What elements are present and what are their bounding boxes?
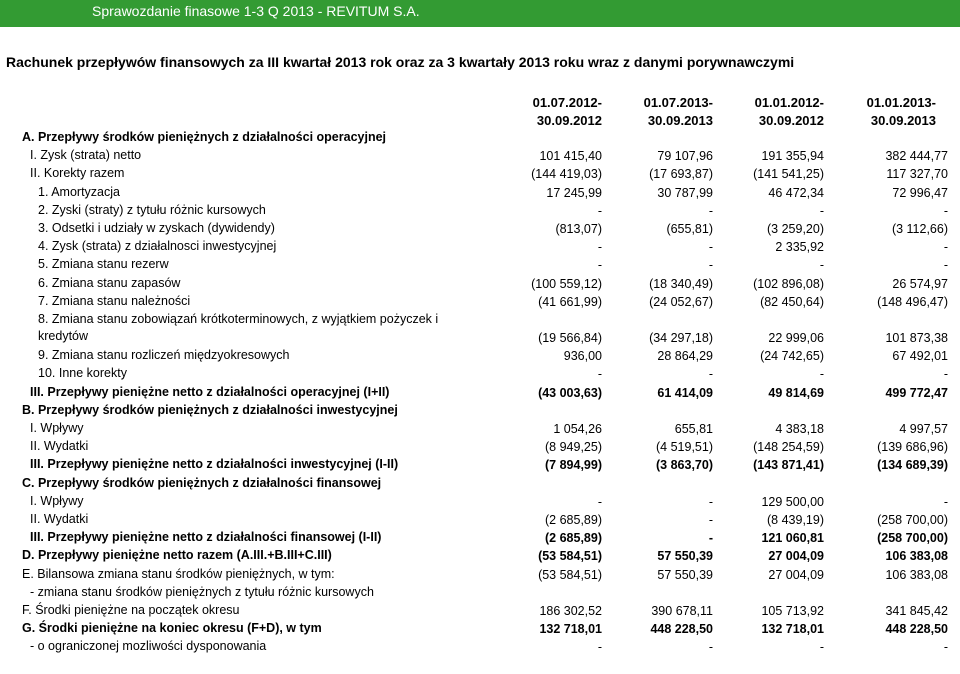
row-label: I. Wpływy — [30, 421, 84, 436]
column-header-2: 01.07.2013- 30.09.2013 — [643, 95, 713, 128]
row-value-col2: (24 052,67) — [649, 294, 713, 309]
row-label: I. Wpływy — [30, 493, 84, 508]
row-label: B. Przepływy środków pieniężnych z działalności inwestycyjnej — [22, 402, 398, 417]
table-row — [0, 510, 960, 528]
row-value-col2: 57 550,39 — [657, 567, 713, 582]
row-value-col3: (143 871,41) — [753, 458, 824, 473]
row-value-col3: 4 383,18 — [775, 422, 824, 437]
row-value-col1: (43 003,63) — [538, 385, 602, 400]
table-row — [0, 128, 960, 146]
table-row — [0, 437, 960, 455]
row-value-col2: 57 550,39 — [657, 549, 713, 564]
table-row — [0, 401, 960, 419]
row-label: E. Bilansowa zmiana stanu środków pieniężnych, w tym: — [22, 566, 335, 581]
table-row — [0, 219, 960, 237]
row-value-col4: (148 496,47) — [877, 294, 948, 309]
cash-flow-table — [0, 128, 960, 655]
table-row — [0, 346, 960, 364]
row-value-col1: 186 302,52 — [539, 603, 602, 618]
row-value-col4: 26 574,97 — [892, 276, 948, 291]
row-label: D. Przepływy pieniężne netto razem (A.III.+B.III+C.III) — [22, 548, 332, 563]
row-value-col1: (813,07) — [555, 221, 602, 236]
row-value-col4: 499 772,47 — [885, 385, 948, 400]
table-row — [0, 255, 960, 273]
row-value-col2: 61 414,09 — [657, 385, 713, 400]
table-row — [0, 474, 960, 492]
row-label: - o ograniczonej mozliwości dysponowania — [30, 639, 267, 654]
table-row — [0, 528, 960, 546]
row-value-col1: 936,00 — [563, 349, 602, 364]
row-value-col1: (100 559,12) — [531, 276, 602, 291]
row-value-col4: - — [943, 640, 948, 655]
row-value-col4: - — [943, 367, 948, 382]
document-title: Rachunek przepływów finansowych za III kwartał 2013 rok oraz za 3 kwartały 2013 roku wraz z danymi porywnawczymi — [6, 54, 795, 70]
row-value-col3: 46 472,34 — [768, 185, 824, 200]
row-value-col2: (3 863,70) — [656, 458, 713, 473]
row-value-col4: (258 700,00) — [877, 531, 948, 546]
row-value-col1: - — [597, 494, 602, 509]
row-value-col2: - — [708, 494, 713, 509]
table-row — [0, 201, 960, 219]
row-label: III. Przepływy pieniężne netto z działalności finansowej (I-II) — [30, 530, 382, 545]
row-label: 9. Zmiana stanu rozliczeń międzyokresowych — [38, 348, 290, 363]
header-bar — [0, 0, 960, 27]
row-value-col1: - — [597, 640, 602, 655]
row-value-col4: (3 112,66) — [891, 221, 948, 236]
row-value-col2: (17 693,87) — [649, 167, 713, 182]
row-value-col2: (34 297,18) — [649, 330, 713, 345]
row-value-col1: (144 419,03) — [531, 167, 602, 182]
row-value-col2: - — [708, 258, 713, 273]
row-value-col2: 30 787,99 — [657, 185, 713, 200]
row-value-col3: 27 004,09 — [768, 567, 824, 582]
row-value-col1: (7 894,99) — [545, 458, 602, 473]
row-value-col1: (41 661,99) — [538, 294, 602, 309]
row-label: 4. Zysk (strata) z działalnosci inwestycyjnej — [38, 239, 277, 254]
row-value-col3: - — [819, 640, 824, 655]
row-value-col4: 106 383,08 — [885, 549, 948, 564]
table-row — [0, 274, 960, 292]
row-value-col1: (2 685,89) — [545, 512, 602, 527]
table-row — [0, 583, 960, 601]
table-row — [0, 637, 960, 655]
table-row — [0, 183, 960, 201]
table-row — [0, 310, 960, 346]
row-label: II. Wydatki — [30, 439, 89, 454]
table-row — [0, 237, 960, 255]
row-label: 10. Inne korekty — [38, 366, 127, 381]
row-label: F. Środki pieniężne na początek okresu — [22, 602, 240, 617]
row-value-col4: 4 997,57 — [899, 422, 948, 437]
header-title: Sprawozdanie finasowe 1-3 Q 2013 - REVITUM S.A. — [92, 3, 420, 19]
table-row — [0, 492, 960, 510]
table-row — [0, 292, 960, 310]
table-row — [0, 419, 960, 437]
row-value-col4: 341 845,42 — [885, 603, 948, 618]
table-row — [0, 546, 960, 564]
table-row — [0, 565, 960, 583]
row-value-col4: 67 492,01 — [892, 349, 948, 364]
row-value-col3: (148 254,59) — [753, 440, 824, 455]
row-value-col2: - — [708, 531, 713, 546]
row-label: 7. Zmiana stanu należności — [38, 293, 191, 308]
row-value-col4: 101 873,38 — [885, 330, 948, 345]
row-value-col4: (258 700,00) — [877, 512, 948, 527]
row-value-col1: - — [597, 258, 602, 273]
row-label: II. Wydatki — [30, 511, 89, 526]
row-label: III. Przepływy pieniężne netto z działalności operacyjnej (I+II) — [30, 384, 390, 399]
row-value-col2: 390 678,11 — [651, 603, 713, 618]
row-value-col3: 132 718,01 — [761, 622, 824, 637]
row-value-col4: 72 996,47 — [892, 185, 948, 200]
row-value-col4: 117 327,70 — [886, 167, 948, 182]
row-label: III. Przepływy pieniężne netto z działalności inwestycyjnej (I-II) — [30, 457, 399, 472]
row-value-col2: 79 107,96 — [657, 149, 713, 164]
row-value-col1: - — [597, 203, 602, 218]
row-label: C. Przepływy środków pieniężnych z działalności finansowej — [22, 475, 382, 490]
row-value-col1: (8 949,25) — [545, 440, 602, 455]
row-label: 6. Zmiana stanu zapasów — [38, 275, 181, 290]
column-header-1: 01.07.2012- 30.09.2012 — [532, 95, 602, 128]
row-value-col2: 655,81 — [674, 422, 713, 437]
row-value-col4: 448 228,50 — [885, 622, 948, 637]
row-label: - zmiana stanu środków pieniężnych z tytułu różnic kursowych — [30, 584, 374, 599]
row-value-col4: - — [943, 494, 948, 509]
row-value-col1: (2 685,89) — [545, 531, 602, 546]
row-value-col1: 101 415,40 — [539, 149, 602, 164]
row-value-col2: 28 864,29 — [657, 349, 713, 364]
row-value-col2: (18 340,49) — [649, 276, 713, 291]
row-value-col3: (3 259,20) — [767, 221, 824, 236]
row-value-col2: 448 228,50 — [650, 622, 713, 637]
row-value-col3: 129 500,00 — [761, 494, 824, 509]
row-value-col3: - — [819, 258, 824, 273]
row-value-col1: (19 566,84) — [538, 330, 602, 345]
row-value-col2: (4 519,51) — [656, 440, 713, 455]
column-header-3: 01.01.2012- 30.09.2012 — [754, 95, 824, 128]
row-value-col3: - — [819, 203, 824, 218]
row-value-col4: - — [943, 258, 948, 273]
row-label: G. Środki pieniężne na koniec okresu (F+D), w tym — [22, 621, 322, 636]
row-value-col4: 382 444,77 — [885, 149, 948, 164]
table-row — [0, 601, 960, 619]
row-value-col4: (139 686,96) — [877, 440, 948, 455]
row-value-col3: 22 999,06 — [768, 330, 824, 345]
row-value-col1: - — [597, 240, 602, 255]
row-label: 8. Zmiana stanu zobowiązań krótkoterminowych, z wyjątkiem pożyczek i kredytów — [38, 311, 439, 343]
row-label: 5. Zmiana stanu rezerw — [38, 257, 169, 272]
row-value-col3: (8 439,19) — [767, 512, 824, 527]
row-value-col3: (102 896,08) — [753, 276, 824, 291]
row-value-col3: 191 355,94 — [761, 149, 824, 164]
row-value-col3: 49 814,69 — [768, 385, 824, 400]
column-header-4: 01.01.2013- 30.09.2013 — [866, 95, 936, 128]
row-value-col2: - — [708, 640, 713, 655]
row-label: 3. Odsetki i udziały w zyskach (dywidendy) — [38, 220, 275, 235]
row-value-col2: - — [708, 203, 713, 218]
row-value-col1: 132 718,01 — [539, 622, 602, 637]
table-row — [0, 619, 960, 637]
row-value-col4: - — [943, 203, 948, 218]
row-value-col3: 105 713,92 — [761, 603, 824, 618]
table-row — [0, 164, 960, 182]
table-row — [0, 364, 960, 382]
row-value-col1: 1 054,26 — [553, 422, 602, 437]
row-value-col3: (141 541,25) — [753, 167, 824, 182]
table-row — [0, 146, 960, 164]
row-label: 2. Zyski (straty) z tytułu różnic kursowych — [38, 202, 266, 217]
row-value-col1: (53 584,51) — [538, 567, 602, 582]
row-value-col1: (53 584,51) — [538, 549, 602, 564]
row-label: II. Korekty razem — [30, 166, 125, 181]
row-value-col3: 27 004,09 — [768, 549, 824, 564]
row-label: A. Przepływy środków pieniężnych z działalności operacyjnej — [22, 130, 387, 144]
row-value-col1: 17 245,99 — [546, 185, 602, 200]
row-value-col3: - — [819, 367, 824, 382]
row-value-col3: 2 335,92 — [775, 240, 824, 255]
row-value-col2: - — [708, 240, 713, 255]
table-row — [0, 383, 960, 401]
row-value-col3: 121 060,81 — [761, 531, 824, 546]
row-value-col2: - — [708, 512, 713, 527]
row-label: I. Zysk (strata) netto — [30, 148, 142, 163]
row-value-col2: - — [708, 367, 713, 382]
row-value-col3: (82 450,64) — [760, 294, 824, 309]
row-value-col1: - — [597, 367, 602, 382]
row-value-col4: - — [943, 240, 948, 255]
row-value-col4: 106 383,08 — [885, 567, 948, 582]
row-value-col4: (134 689,39) — [877, 458, 948, 473]
table-row — [0, 455, 960, 473]
row-label: 1. Amortyzacja — [38, 184, 120, 199]
row-value-col3: (24 742,65) — [760, 349, 824, 364]
row-value-col2: (655,81) — [666, 221, 713, 236]
